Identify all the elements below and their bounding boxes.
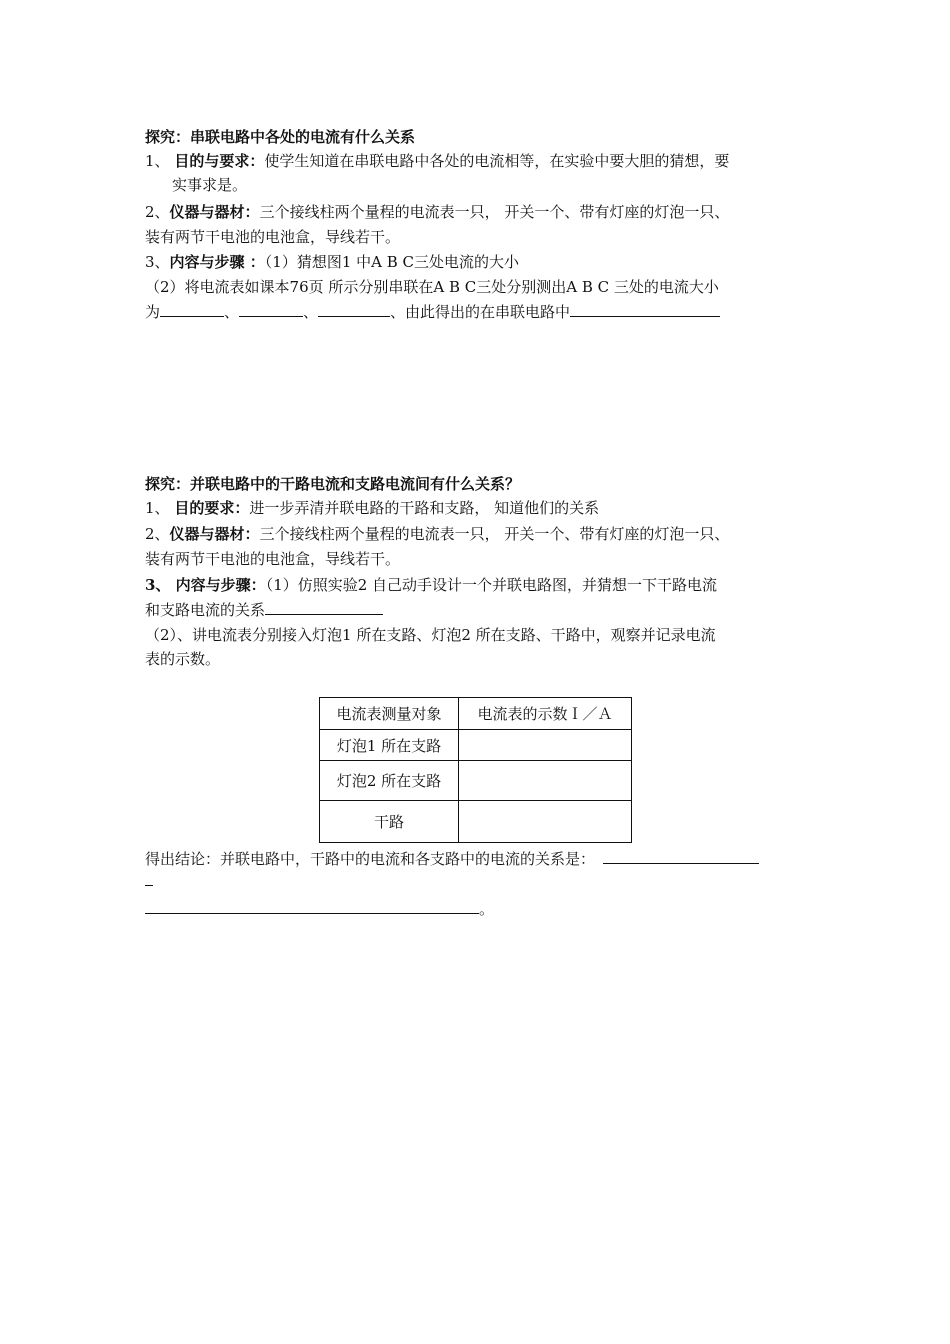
section2-item2 bbox=[145, 524, 729, 544]
item-number: 2、 bbox=[145, 203, 170, 221]
item-text: 使学生知道在串联电路中各处的电流相等，在实验中要大胆的猜想，要 bbox=[264, 152, 730, 170]
item-label: 目的与要求： bbox=[174, 152, 265, 170]
item-number: 2、 bbox=[145, 525, 170, 543]
table-row-label: 干路 bbox=[320, 801, 459, 843]
table-header-row bbox=[320, 698, 632, 730]
section1-item1 bbox=[145, 151, 729, 171]
item-label: 内容与步骤： bbox=[175, 576, 266, 594]
item-text: （1）猜想图1 中A B C三处电流的大小 bbox=[264, 253, 520, 271]
answer-blank-3[interactable] bbox=[318, 302, 390, 317]
table-row bbox=[320, 730, 632, 761]
table-header-cell: 电流表测量对象 bbox=[320, 698, 459, 730]
continuation-text: 和支路电流的关系 bbox=[145, 601, 266, 619]
answer-blank-conclusion-2[interactable] bbox=[145, 871, 153, 886]
table-input-cell[interactable] bbox=[459, 730, 632, 761]
section1-item3 bbox=[145, 252, 519, 272]
item-text: （1）仿照实验2 自己动手设计一个并联电路图，并猜想一下干路电流 bbox=[265, 576, 718, 594]
section2-item1 bbox=[145, 498, 599, 518]
section1-item1-continuation: 实事求是。 bbox=[172, 176, 248, 194]
item-label: 目的要求： bbox=[174, 499, 250, 517]
conclusion-end: 。 bbox=[479, 900, 495, 918]
conclusion-last-line bbox=[145, 899, 494, 919]
section2-step2-continuation: 表的示数。 bbox=[145, 650, 221, 668]
item-number: 1、 bbox=[145, 152, 175, 170]
item-number: 1、 bbox=[145, 499, 175, 517]
answer-blank-1[interactable] bbox=[160, 302, 224, 317]
conclusion-overflow bbox=[145, 871, 153, 891]
section2-item3 bbox=[145, 575, 717, 595]
section2-item3-continuation bbox=[145, 600, 383, 620]
section2-item2-continuation: 装有两节干电池的电池盒，导线若干。 bbox=[145, 550, 401, 568]
item-text: 三个接线柱两个量程的电流表一只， 开关一个、带有灯座的灯泡一只、 bbox=[259, 203, 730, 221]
section2-title: 探究：并联电路中的干路电流和支路电流间有什么关系？ bbox=[145, 475, 521, 493]
section1-fill-line bbox=[145, 302, 720, 322]
item-text: 进一步弄清并联电路的干路和支路， 知道他们的关系 bbox=[249, 499, 600, 517]
table-row bbox=[320, 801, 632, 843]
item-label: 仪器与器材： bbox=[169, 203, 260, 221]
section1-item2 bbox=[145, 202, 729, 222]
separator: 、 bbox=[224, 303, 240, 321]
separator: 、 bbox=[303, 303, 319, 321]
conclusion-line bbox=[145, 849, 759, 869]
table-row-label: 灯泡2 所在支路 bbox=[320, 761, 459, 801]
table-row bbox=[320, 761, 632, 801]
item-number: 3、 bbox=[145, 576, 176, 594]
fill-prefix: 为 bbox=[145, 303, 161, 321]
section1-title: 探究：串联电路中各处的电流有什么关系 bbox=[145, 128, 416, 146]
item-label: 仪器与器材： bbox=[169, 525, 260, 543]
conclusion-text: 得出结论：并联电路中，干路中的电流和各支路中的电流的关系是： bbox=[145, 850, 596, 868]
table-row-label: 灯泡1 所在支路 bbox=[320, 730, 459, 761]
item-text: 三个接线柱两个量程的电流表一只， 开关一个、带有灯座的灯泡一只、 bbox=[259, 525, 730, 543]
current-reading-table bbox=[319, 697, 632, 843]
item-label: 内容与步骤 ： bbox=[169, 253, 265, 271]
answer-blank-4[interactable] bbox=[570, 302, 720, 317]
table-input-cell[interactable] bbox=[459, 761, 632, 801]
table-input-cell[interactable] bbox=[459, 801, 632, 843]
fill-suffix: 、由此得出的在串联电路中 bbox=[390, 303, 571, 321]
answer-blank-guess[interactable] bbox=[265, 600, 383, 615]
table-header-cell: 电流表的示数Ｉ／Ａ bbox=[459, 698, 632, 730]
section2-step2: （2）、讲电流表分别接入灯泡1 所在支路、灯泡2 所在支路、干路中，观察并记录电流 bbox=[145, 626, 716, 644]
section1-step2: （2）将电流表如课本76页 所示分别串联在A B C三处分别测出A B C 三处的电流大小 bbox=[145, 278, 719, 296]
answer-blank-conclusion-3[interactable] bbox=[145, 899, 479, 914]
item-number: 3、 bbox=[145, 253, 170, 271]
answer-blank-conclusion-1[interactable] bbox=[603, 849, 759, 864]
answer-blank-2[interactable] bbox=[239, 302, 303, 317]
section1-item2-continuation: 装有两节干电池的电池盒，导线若干。 bbox=[145, 228, 401, 246]
